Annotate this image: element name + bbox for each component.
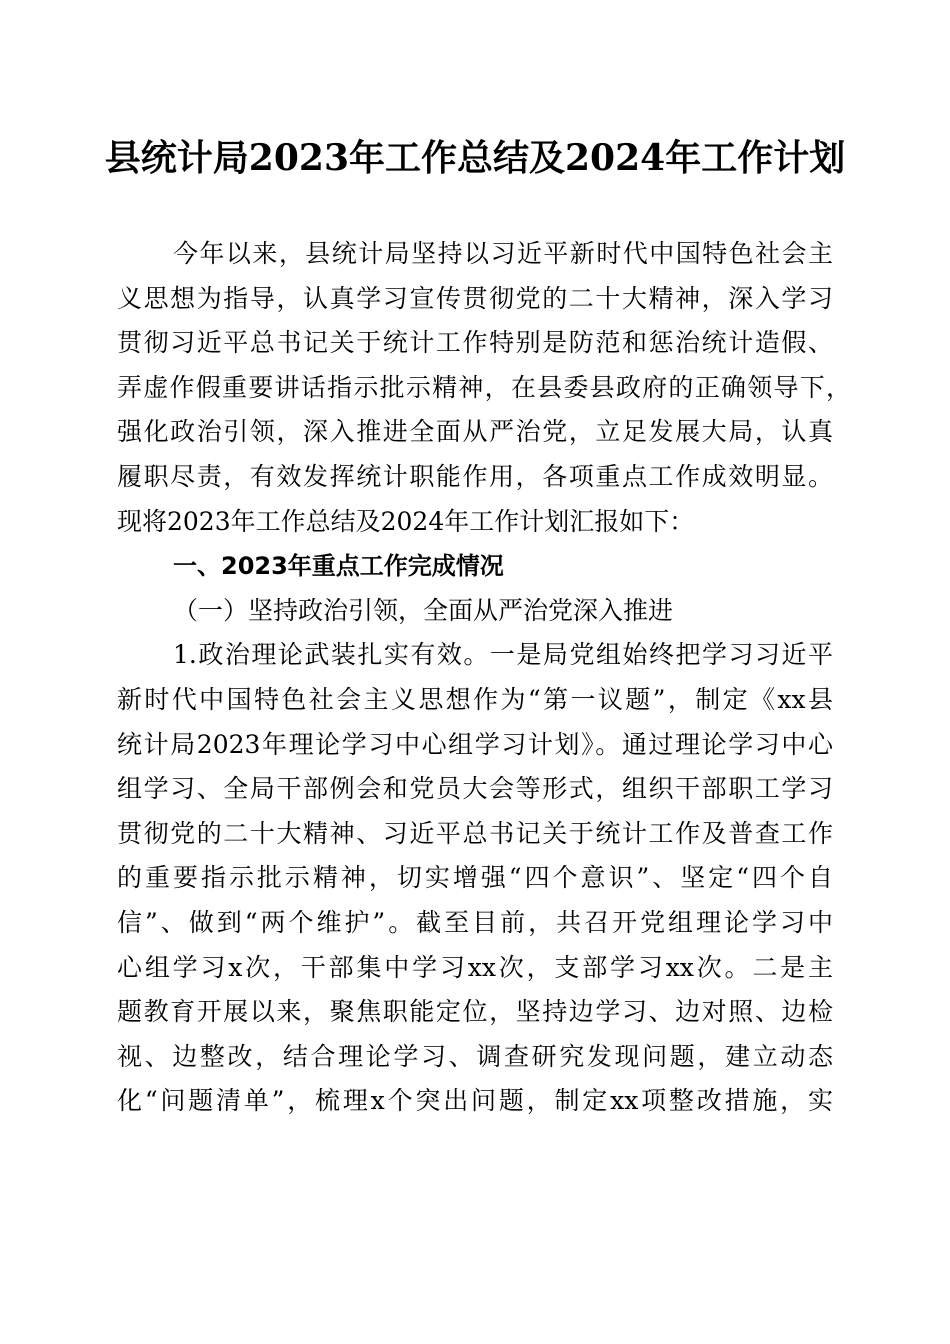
- text-line: 信”、做到“两个维护”。截至目前，共召开党组理论学习中: [117, 907, 833, 937]
- text-line: 现将2023年工作总结及2024年工作计划汇报如下：: [117, 506, 695, 536]
- text-line: 化“问题清单”，梳理x个突出问题，制定xx项整改措施，实: [117, 1086, 833, 1116]
- text-line: 视、边整改，结合理论学习、调查研究发现问题，建立动态: [117, 1041, 833, 1071]
- text-line: 义思想为指导，认真学习宣传贯彻党的二十大精神，深入学习: [117, 283, 833, 313]
- text-line: 强化政治引领，深入推进全面从严治党，立足发展大局，认真: [117, 417, 833, 447]
- text-line: 贯彻党的二十大精神、习近平总书记关于统计工作及普查工作: [117, 818, 833, 848]
- document-title: 县统计局2023年工作总结及2024年工作计划: [104, 137, 846, 179]
- text-line: 心组学习x次，干部集中学习xx次，支部学习xx次。二是主: [117, 952, 833, 982]
- section-heading: 一、2023年重点工作完成情况: [173, 552, 504, 581]
- document-body: [117, 232, 851, 1124]
- text-line: 新时代中国特色社会主义思想作为“第一议题”，制定《xx县: [117, 684, 833, 714]
- subsection-heading: （一）坚持政治引领，全面从严治党深入推进: [173, 595, 674, 625]
- text-line: 履职尽责，有效发挥统计职能作用，各项重点工作成效明显。: [117, 461, 833, 491]
- text-line: 弄虚作假重要讲话指示批示精神，在县委县政府的正确领导下，: [117, 372, 851, 402]
- text-line: 的重要指示批示精神，切实增强“四个意识”、坚定“四个自: [117, 863, 833, 893]
- text-line: 贯彻习近平总书记关于统计工作特别是防范和惩治统计造假、: [117, 328, 833, 358]
- text-line: 1.政治理论武装扎实有效。一是局党组始终把学习习近平: [173, 640, 833, 670]
- text-line: 统计局2023年理论学习中心组学习计划》。通过理论学习中心: [117, 729, 833, 759]
- text-line: 今年以来，县统计局坚持以习近平新时代中国特色社会主: [173, 239, 833, 268]
- text-line: 组学习、全局干部例会和党员大会等形式，组织干部职工学习: [117, 774, 833, 804]
- text-line: 题教育开展以来，聚焦职能定位，坚持边学习、边对照、边检: [117, 997, 833, 1027]
